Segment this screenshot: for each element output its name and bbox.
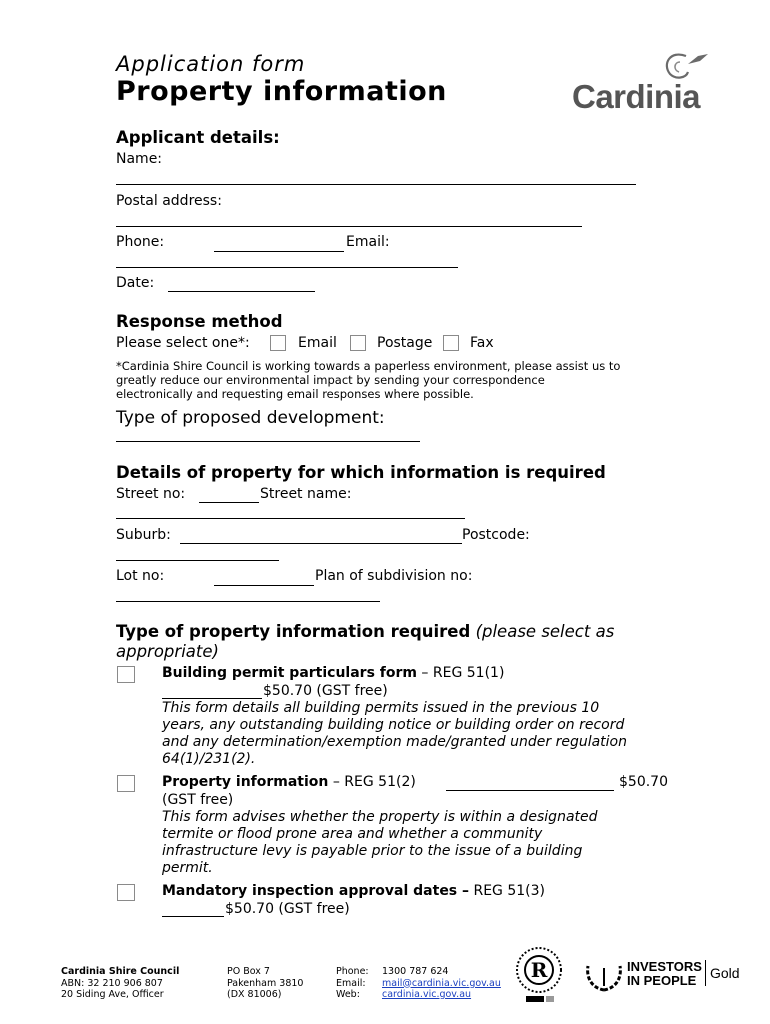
building-permit-reg: – REG 51(1) bbox=[416, 665, 505, 681]
inspection-dates-title-line bbox=[162, 883, 545, 899]
postcode-label: Postcode: bbox=[462, 527, 530, 543]
email-option-label: Email bbox=[298, 335, 337, 351]
iip-line-1: INVESTORS bbox=[627, 959, 702, 974]
footer-web-link[interactable]: cardinia.vic.gov.au bbox=[382, 989, 472, 1000]
property-heading: Details of property for which information is required bbox=[116, 463, 606, 482]
footer-email-label: Email: bbox=[336, 977, 366, 989]
suburb-field[interactable] bbox=[180, 543, 462, 544]
footer-dx: (DX 81006) bbox=[227, 989, 282, 1000]
property-information-reg: – REG 51(2) bbox=[328, 774, 416, 790]
footer-contact-values bbox=[382, 966, 501, 1001]
investors-in-people-logo bbox=[584, 956, 744, 996]
iip-level: Gold bbox=[710, 965, 740, 981]
postage-option-label: Postage bbox=[377, 335, 433, 351]
footer-contact-labels bbox=[336, 966, 369, 1001]
inspection-dates-title: Mandatory inspection approval dates – bbox=[162, 883, 470, 899]
certification-seal bbox=[514, 942, 564, 1012]
date-field[interactable] bbox=[168, 291, 315, 292]
street-name-label: Street name: bbox=[260, 486, 352, 502]
footer-postal-block bbox=[227, 966, 303, 1001]
property-information-title-line bbox=[162, 774, 416, 790]
property-information-checkbox[interactable] bbox=[117, 775, 135, 792]
paperless-note-line-3: electronically and requesting email responses where possible. bbox=[116, 387, 474, 401]
development-field[interactable] bbox=[116, 441, 420, 442]
email-label: Email: bbox=[346, 234, 390, 250]
property-information-title: Property information bbox=[162, 774, 329, 790]
building-permit-desc-1: This form details all building permits issued in the previous 10 bbox=[162, 700, 600, 716]
form-subtitle: Application form bbox=[116, 52, 306, 76]
building-permit-title: Building permit particulars form bbox=[162, 665, 417, 681]
email-checkbox[interactable] bbox=[270, 335, 286, 351]
plan-label: Plan of subdivision no: bbox=[315, 568, 473, 584]
email-field[interactable] bbox=[116, 267, 458, 268]
name-field[interactable] bbox=[116, 184, 636, 185]
response-prompt: Please select one*: bbox=[116, 335, 250, 351]
building-permit-field[interactable] bbox=[162, 698, 262, 699]
postcode-field[interactable] bbox=[116, 560, 279, 561]
postage-checkbox[interactable] bbox=[350, 335, 366, 351]
date-label: Date: bbox=[116, 275, 155, 291]
phone-field[interactable] bbox=[214, 251, 344, 252]
cardinia-logo bbox=[570, 42, 720, 116]
street-no-label: Street no: bbox=[116, 486, 186, 502]
property-information-desc-1: This form advises whether the property is within a designated bbox=[162, 809, 598, 825]
property-information-field[interactable] bbox=[446, 790, 614, 791]
info-type-heading-bold: Type of property information required bbox=[116, 622, 471, 641]
fax-option-label: Fax bbox=[470, 335, 494, 351]
building-permit-desc-2: years, any outstanding building notice or building order on record bbox=[162, 717, 625, 733]
phone-label: Phone: bbox=[116, 234, 165, 250]
footer-org-block bbox=[61, 966, 179, 1001]
inspection-dates-price: $50.70 (GST free) bbox=[225, 901, 350, 917]
building-permit-price: $50.70 (GST free) bbox=[263, 683, 388, 699]
building-permit-checkbox[interactable] bbox=[117, 666, 135, 683]
page-title: Property information bbox=[116, 76, 447, 107]
fax-checkbox[interactable] bbox=[443, 335, 459, 351]
iip-line-2: IN PEOPLE bbox=[627, 973, 697, 988]
applicant-heading: Applicant details: bbox=[116, 128, 280, 147]
lot-no-field[interactable] bbox=[214, 585, 314, 586]
building-permit-desc-3: and any determination/exemption made/granted under regulation bbox=[162, 734, 627, 750]
inspection-dates-field[interactable] bbox=[162, 916, 224, 917]
footer-street: 20 Siding Ave, Officer bbox=[61, 989, 164, 1000]
iip-divider bbox=[705, 960, 706, 986]
plan-field[interactable] bbox=[116, 601, 380, 602]
building-permit-title-line bbox=[162, 665, 504, 681]
logo-wordmark: Cardinia bbox=[572, 78, 701, 115]
info-type-heading-italic-2: appropriate) bbox=[116, 642, 219, 661]
footer-web-label: Web: bbox=[336, 989, 360, 1000]
postal-label: Postal address: bbox=[116, 193, 222, 209]
property-information-price: $50.70 bbox=[619, 774, 668, 790]
name-label: Name: bbox=[116, 151, 163, 167]
laurel-wreath-icon bbox=[584, 956, 624, 994]
footer-town: Pakenham 3810 bbox=[227, 977, 304, 989]
footer-org: Cardinia Shire Council bbox=[61, 966, 180, 977]
property-information-desc-2: termite or flood prone area and whether a community bbox=[162, 826, 543, 842]
footer-abn: ABN: 32 210 906 807 bbox=[61, 977, 163, 989]
inspection-dates-checkbox[interactable] bbox=[117, 884, 135, 901]
suburb-label: Suburb: bbox=[116, 527, 171, 543]
footer-phone-label: Phone: bbox=[336, 966, 369, 977]
inspection-dates-reg: REG 51(3) bbox=[469, 883, 545, 899]
certification-seal-mark: R bbox=[530, 958, 548, 982]
footer-po-box: PO Box 7 bbox=[227, 966, 270, 977]
paperless-note-line-2: greatly reduce our environmental impact by sending your correspondence bbox=[116, 373, 545, 387]
street-name-field[interactable] bbox=[116, 518, 465, 519]
development-label: Type of proposed development: bbox=[116, 408, 385, 428]
postal-field[interactable] bbox=[116, 226, 582, 227]
street-no-field[interactable] bbox=[199, 502, 259, 503]
building-permit-desc-4: 64(1)/231(2). bbox=[162, 751, 256, 767]
property-information-price-note: (GST free) bbox=[162, 792, 234, 808]
property-information-desc-4: permit. bbox=[162, 860, 213, 876]
info-type-heading-italic: (please select as bbox=[475, 622, 615, 641]
response-heading: Response method bbox=[116, 312, 283, 331]
footer-phone: 1300 787 624 bbox=[382, 966, 449, 977]
property-information-desc-3: infrastructure levy is payable prior to the issue of a building bbox=[162, 843, 583, 859]
lot-no-label: Lot no: bbox=[116, 568, 165, 584]
paperless-note-line-1: *Cardinia Shire Council is working towards a paperless environment, please assist us to bbox=[116, 359, 621, 373]
footer-email-link[interactable]: mail@cardinia.vic.gov.au bbox=[382, 977, 501, 989]
info-type-heading bbox=[116, 622, 614, 641]
